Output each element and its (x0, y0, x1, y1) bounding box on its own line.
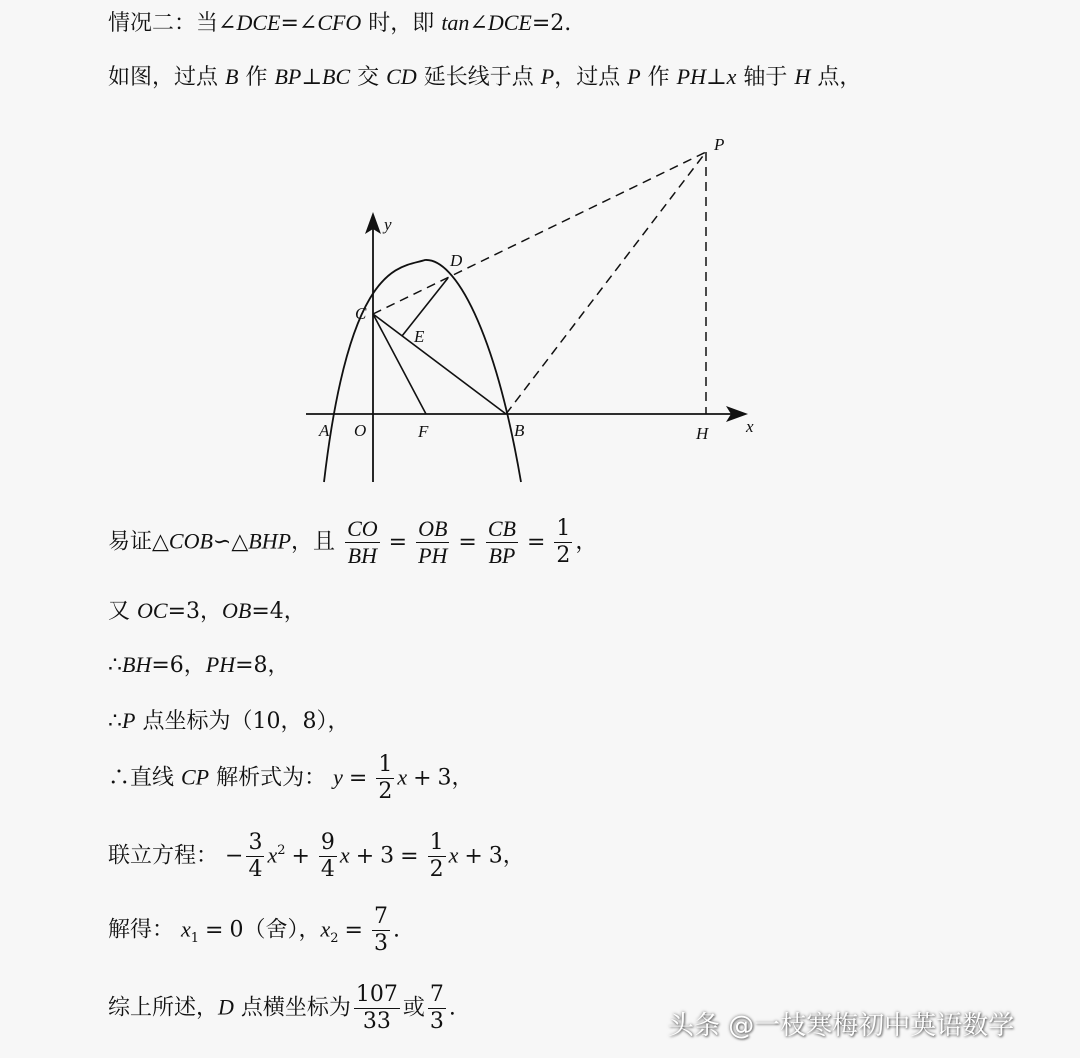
fraction (246, 830, 264, 883)
text-seg: 综上所述， (108, 995, 219, 1021)
text-seg: ，过点 (554, 65, 628, 90)
label-C: C (355, 304, 367, 323)
text-seg: PH (676, 64, 706, 89)
text-seg: x (320, 916, 331, 942)
fraction (345, 516, 380, 569)
text-seg: DCE (236, 10, 281, 35)
text-seg: 解析式为： (209, 765, 334, 791)
text-seg: 情况二：当∠ (108, 11, 237, 36)
text-seg: 如图，过点 (108, 65, 225, 90)
numerator: 9 (320, 830, 335, 855)
text-seg: =4， (251, 599, 306, 624)
text-seg: ， (575, 529, 598, 555)
text-seg: 联立方程： (108, 843, 225, 869)
equals-sign: = (205, 917, 224, 943)
text-seg: P (122, 708, 136, 733)
geometry-figure (0, 0, 1080, 500)
text-seg: =8， (235, 653, 290, 678)
text-seg: 3 (380, 843, 395, 869)
subscript: 2 (330, 930, 339, 946)
equals-sign: = (344, 917, 363, 943)
text-line-5 (108, 650, 290, 681)
text-seg: ∴直线 (108, 765, 181, 791)
label-E: E (414, 327, 425, 346)
text-seg: 轴于 (736, 65, 795, 90)
text-seg: 作 (238, 65, 275, 90)
text-seg: 3 (488, 843, 503, 869)
text-seg: x (339, 842, 350, 868)
text-seg: OC (137, 598, 168, 623)
text-seg: CP (181, 764, 210, 790)
text-seg: CFO (317, 10, 362, 35)
text-seg: x (181, 916, 191, 942)
exponent: 2 (277, 843, 286, 859)
denominator: PH (418, 543, 448, 568)
text-seg: D (218, 994, 234, 1020)
text-seg: =2. (531, 11, 572, 36)
equals-sign: = (458, 529, 477, 555)
text-seg: =6， (151, 653, 206, 678)
fraction (428, 982, 446, 1035)
text-seg: ⊥ (705, 65, 727, 90)
label-y: y (384, 215, 392, 234)
text-seg: 时，即 (361, 11, 442, 36)
numerator: CO (347, 516, 378, 541)
text-seg: . (448, 995, 456, 1021)
fraction (372, 904, 390, 957)
text-line-4 (108, 596, 306, 627)
text-seg: H (794, 64, 811, 89)
plus-sign: + (355, 843, 375, 869)
plus-sign: + (464, 843, 483, 869)
text-seg: ⊥ (301, 65, 323, 90)
plus-sign: + (413, 765, 432, 791)
text-seg: tan (441, 10, 470, 35)
segment-DE (402, 278, 448, 336)
text-line-6 (108, 706, 349, 737)
numerator: 1 (378, 752, 393, 777)
numerator: 1 (556, 516, 571, 541)
numerator: OB (418, 516, 448, 541)
text-seg: x (267, 842, 278, 868)
subscript: 1 (190, 930, 200, 946)
text-seg: OB (222, 598, 252, 623)
fraction (319, 830, 337, 883)
text-seg: =∠ (280, 11, 318, 36)
denominator: BH (347, 543, 377, 568)
denominator: 4 (248, 857, 263, 882)
text-seg: （舍）， (243, 917, 321, 943)
plus-sign: + (291, 843, 310, 869)
text-seg: P (627, 64, 641, 89)
text-seg: ，且 (291, 529, 336, 555)
fraction (354, 982, 400, 1035)
text-seg: BHP (248, 528, 292, 554)
text-seg: BH (122, 652, 152, 677)
text-seg: 点， (810, 65, 862, 90)
fraction (416, 516, 449, 569)
text-line-3 (108, 516, 597, 569)
label-F: F (418, 422, 429, 441)
equals-sign: = (388, 529, 408, 555)
text-seg: y (333, 764, 343, 790)
text-seg: . (392, 917, 400, 943)
label-B: B (514, 421, 525, 440)
text-seg: ， (451, 765, 474, 791)
text-seg: 点横坐标为 (233, 995, 351, 1021)
numerator: 3 (248, 830, 263, 855)
numerator: 1 (429, 830, 444, 855)
text-line-9 (108, 904, 400, 957)
text-seg: 点坐标为（10，8）， (135, 709, 350, 734)
fraction (428, 830, 446, 883)
denominator: 2 (556, 543, 571, 568)
text-seg: ， (502, 843, 525, 869)
text-seg: 又 (108, 599, 137, 624)
label-D: D (450, 251, 463, 270)
watermark: 头条 @一枝寒梅初中英语数学 (668, 1011, 1015, 1041)
text-seg: BP (274, 64, 302, 89)
denominator: 2 (429, 857, 444, 882)
text-seg: x (726, 64, 737, 89)
text-seg: x (397, 764, 408, 790)
text-seg: x (448, 842, 459, 868)
numerator: 7 (373, 904, 388, 929)
text-line-10 (108, 982, 456, 1035)
text-seg: ∴ (108, 653, 122, 678)
minus-sign: − (225, 843, 244, 869)
text-seg: ∠ (469, 11, 488, 36)
equals-sign: = (400, 843, 419, 869)
numerator: 7 (429, 982, 444, 1007)
parabola-curve (324, 260, 521, 482)
text-seg: =3， (167, 599, 222, 624)
fraction (554, 516, 572, 569)
numerator: 107 (355, 982, 398, 1007)
label-P: P (714, 135, 725, 154)
text-seg: P (540, 64, 555, 89)
equals-sign: = (526, 529, 546, 555)
denominator: BP (488, 543, 516, 568)
text-seg: CD (386, 64, 417, 89)
text-seg: COB (168, 528, 213, 554)
text-seg: BC (322, 64, 351, 89)
label-O: O (354, 421, 367, 440)
label-H: H (696, 424, 709, 443)
text-seg: ∽△ (212, 529, 249, 555)
text-seg: 交 (350, 65, 387, 90)
text-line-7 (108, 752, 474, 805)
text-seg: 延长线于点 (416, 65, 541, 90)
denominator: 3 (373, 931, 388, 956)
text-seg: B (225, 64, 239, 89)
segment-BP-dashed (506, 152, 706, 414)
equals-sign: = (348, 765, 368, 791)
denominator: 3 (429, 1009, 444, 1034)
denominator: 2 (378, 779, 393, 804)
segment-CB (373, 314, 506, 414)
segment-DP-dashed (373, 152, 706, 314)
text-seg: PH (205, 652, 236, 677)
numerator: CB (487, 516, 516, 541)
text-seg: 0 (229, 917, 244, 943)
denominator: 33 (362, 1009, 391, 1034)
text-seg: 易证△ (108, 529, 169, 555)
label-x: x (746, 417, 754, 436)
label-A: A (319, 421, 330, 440)
fraction (376, 752, 394, 805)
text-seg: 或 (402, 995, 425, 1021)
text-line-8 (108, 830, 525, 883)
text-seg: 3 (437, 765, 452, 791)
text-seg: 作 (640, 65, 677, 90)
text-seg: 解得： (108, 917, 181, 943)
denominator: 4 (320, 857, 335, 882)
text-seg: DCE (487, 10, 532, 35)
text-seg: ∴ (108, 709, 122, 734)
fraction (486, 516, 518, 569)
